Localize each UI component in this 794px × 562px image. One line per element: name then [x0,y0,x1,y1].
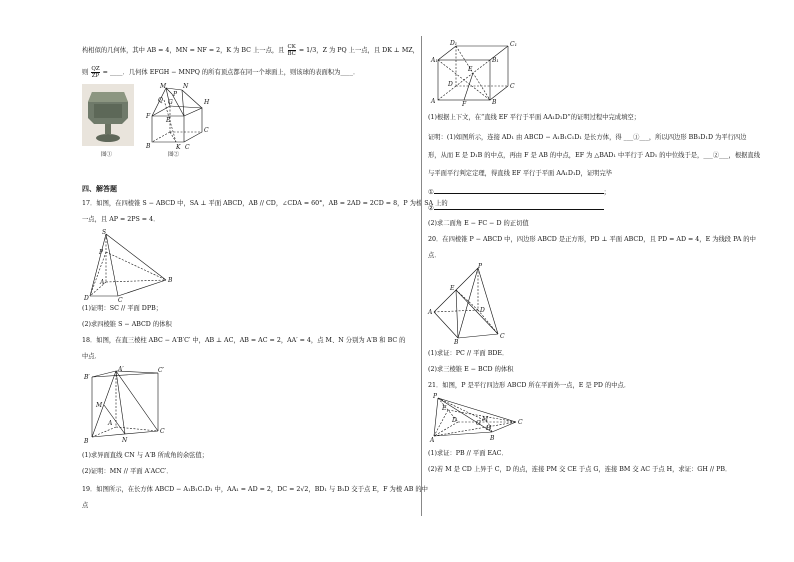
q16-text-line1: 构相似的几何体，其中 AB = 4，MN = NF = 2，K 为 BC 上一点，且 $\frac{CK}{BC}$ = 1/3，Z 为 PQ 上一点，且 DK ⊥ MZ， [82,44,419,57]
q21-part2: (2)若 M 是 CD 上异于 C，D 的点，连接 PM 交 CE 于点 G，连接 BM 交 AC 于点 H，求证：GH // PB． [428,466,732,473]
svg-text:N: N [183,83,189,90]
q18-line1: 18．如图，在直三棱柱 ABC − A′B′C′ 中，AB ⊥ AC，AB = AC = 2，AA′ = 4，点 M、N 分别为 A′B 和 BC 的 [82,337,406,344]
svg-text:A: A [431,98,436,105]
blank2-row: ② [428,204,604,213]
svg-text:A₁: A₁ [431,57,438,64]
svg-text:D₁: D₁ [450,40,458,47]
svg-text:H: H [486,425,492,432]
proof-line2: 形，从而 E 是 D₁B 的中点，再由 F 是 AB 的中点，EF 为 △BAD₁ 中平行于 AD₁ 的中位线于是，___②___，根据直线 [428,152,761,159]
svg-text:A: A [428,309,433,316]
q18-part2: (2)证明：MN // 平面 A′ACC′． [82,468,173,475]
svg-text:S: S [102,229,107,236]
svg-text:A′: A′ [118,366,124,373]
q17-part1: (1)证明：SC // 平面 DPB； [82,305,162,312]
svg-text:B₁: B₁ [492,57,499,64]
q20-part2: (2)求三棱锥 E − BCD 的体积 [428,366,514,373]
svg-text:B′: B′ [84,374,90,381]
q21-line1: 21．如图，P 是平行四边形 ABCD 所在平面外一点，E 是 PD 的中点． [428,382,631,389]
svg-text:Q: Q [158,97,163,104]
q18-part1: (1)求异面直线 CN 与 A′B 所成角的余弦值； [82,452,209,459]
svg-text:A: A [100,279,105,286]
svg-text:C: C [160,428,165,435]
svg-text:F: F [146,113,151,120]
q19-line2: 点 [82,502,89,509]
svg-text:P: P [99,249,104,256]
svg-text:C: C [185,144,190,151]
q19-part1: (1)根据上下文，在“直线 EF 平行于平面 AA₁D₁D”的证明过程中完成填空； [428,114,640,121]
q19-line1: 19．如图所示，在长方体 ABCD − A₁B₁C₁D₁ 中，AA₁ = AD = 2，DC = 2√2，BD₁ 与 B₁D 交于点 E，F 为棱 AB 的中 [82,486,428,493]
blank1-answer-line[interactable] [434,188,604,194]
blank1-row: ① ； [428,189,610,196]
svg-text:B: B [84,438,89,445]
svg-text:D: D [480,307,485,314]
q16-text-line2: 则 $\frac{QZ}{ZP}$ = ____．几何体 EFGH − MNPQ 的所有顶点都在同一个球面上，则该球的表面积为____． [82,66,360,79]
svg-text:P: P [478,263,483,270]
svg-text:F: F [462,101,467,108]
figure2-caption: 图② [168,152,180,158]
svg-text:E: E [166,117,171,124]
section-title: 四、解答题 [82,184,117,193]
svg-text:D: D [448,81,453,88]
svg-text:D: D [452,417,457,424]
q17-pyramid-figure [82,228,182,302]
q21-figure [430,392,530,444]
svg-text:C: C [118,297,123,304]
q18-prism-figure [82,365,172,445]
proof-line1: 证明：(1)如图所示，连接 AD₁ 由 ABCD − A₁B₁C₁D₁ 是长方体，得 ___①___，所以四边形 BB₁D₁D 为平行四边 [428,134,747,141]
q21-part1: (1)求证：PB // 平面 EAC． [428,450,508,457]
svg-text:E: E [450,285,455,292]
ck-bc-fraction: $\frac{CK}{BC}$ [287,44,296,57]
svg-text:B: B [168,277,173,284]
svg-text:M: M [482,416,489,423]
svg-text:A: A [108,420,113,427]
svg-text:B: B [146,143,151,150]
column-divider [421,36,422,516]
svg-text:D: D [84,295,89,302]
svg-text:M: M [96,402,103,409]
q20-part1: (1)求证：PC // 平面 BDE． [428,350,509,357]
svg-text:C: C [204,127,209,134]
q17-line2: 一点，且 AP = 2PS = 4． [82,216,160,223]
q19-part2: (2)求二面角 E − FC − D 的正切值 [428,220,529,227]
bronze-vessel-photo [82,84,134,146]
q20-line2: 点． [428,252,441,259]
svg-text:P: P [173,91,178,98]
svg-text:B: B [492,99,497,106]
svg-text:M: M [160,83,167,90]
q17-part2: (2)求四棱锥 S − ABCD 的体积 [82,321,172,328]
q18-line2: 中点． [82,353,101,360]
blank2-answer-line[interactable] [434,204,604,210]
bronze-vessel-image [82,84,134,146]
svg-text:C: C [518,419,523,426]
svg-text:N: N [122,437,128,444]
svg-text:G: G [476,420,481,427]
svg-text:C: C [510,83,515,90]
q17-line1: 17．如图，在四棱锥 S − ABCD 中，SA ⊥ 平面 ABCD，AB // CD，∠CDA = 60°，AB = 2AD = 2CD = 8，P 为棱 SA 上的 [82,200,448,207]
svg-text:E: E [442,405,447,412]
svg-text:B: B [490,435,495,442]
figure1-caption: 图① [101,152,113,158]
svg-text:B: B [454,339,459,346]
polyhedron-figure [144,80,212,150]
svg-text:C₁: C₁ [510,41,517,48]
svg-text:G: G [168,99,173,106]
svg-text:C′: C′ [158,367,164,374]
svg-text:C: C [500,333,505,340]
q20-pyramid-figure [428,264,508,344]
svg-text:A: A [430,437,435,444]
q19-cuboid-figure [430,40,520,106]
svg-text:H: H [204,99,210,106]
qz-zp-fraction: $\frac{QZ}{ZP}$ [91,66,100,79]
q20-line1: 20．在四棱锥 P − ABCD 中，四边形 ABCD 是正方形，PD ⊥ 平面 ABCD，且 PD = AD = 4，E 为线段 PA 的中 [428,236,756,243]
svg-text:P: P [433,393,438,400]
svg-text:E: E [468,66,473,73]
proof-line3: 与平面平行判定定理，得直线 EF 平行于平面 AA₁D₁D，证明完毕 [428,170,613,177]
svg-text:K: K [176,144,181,151]
